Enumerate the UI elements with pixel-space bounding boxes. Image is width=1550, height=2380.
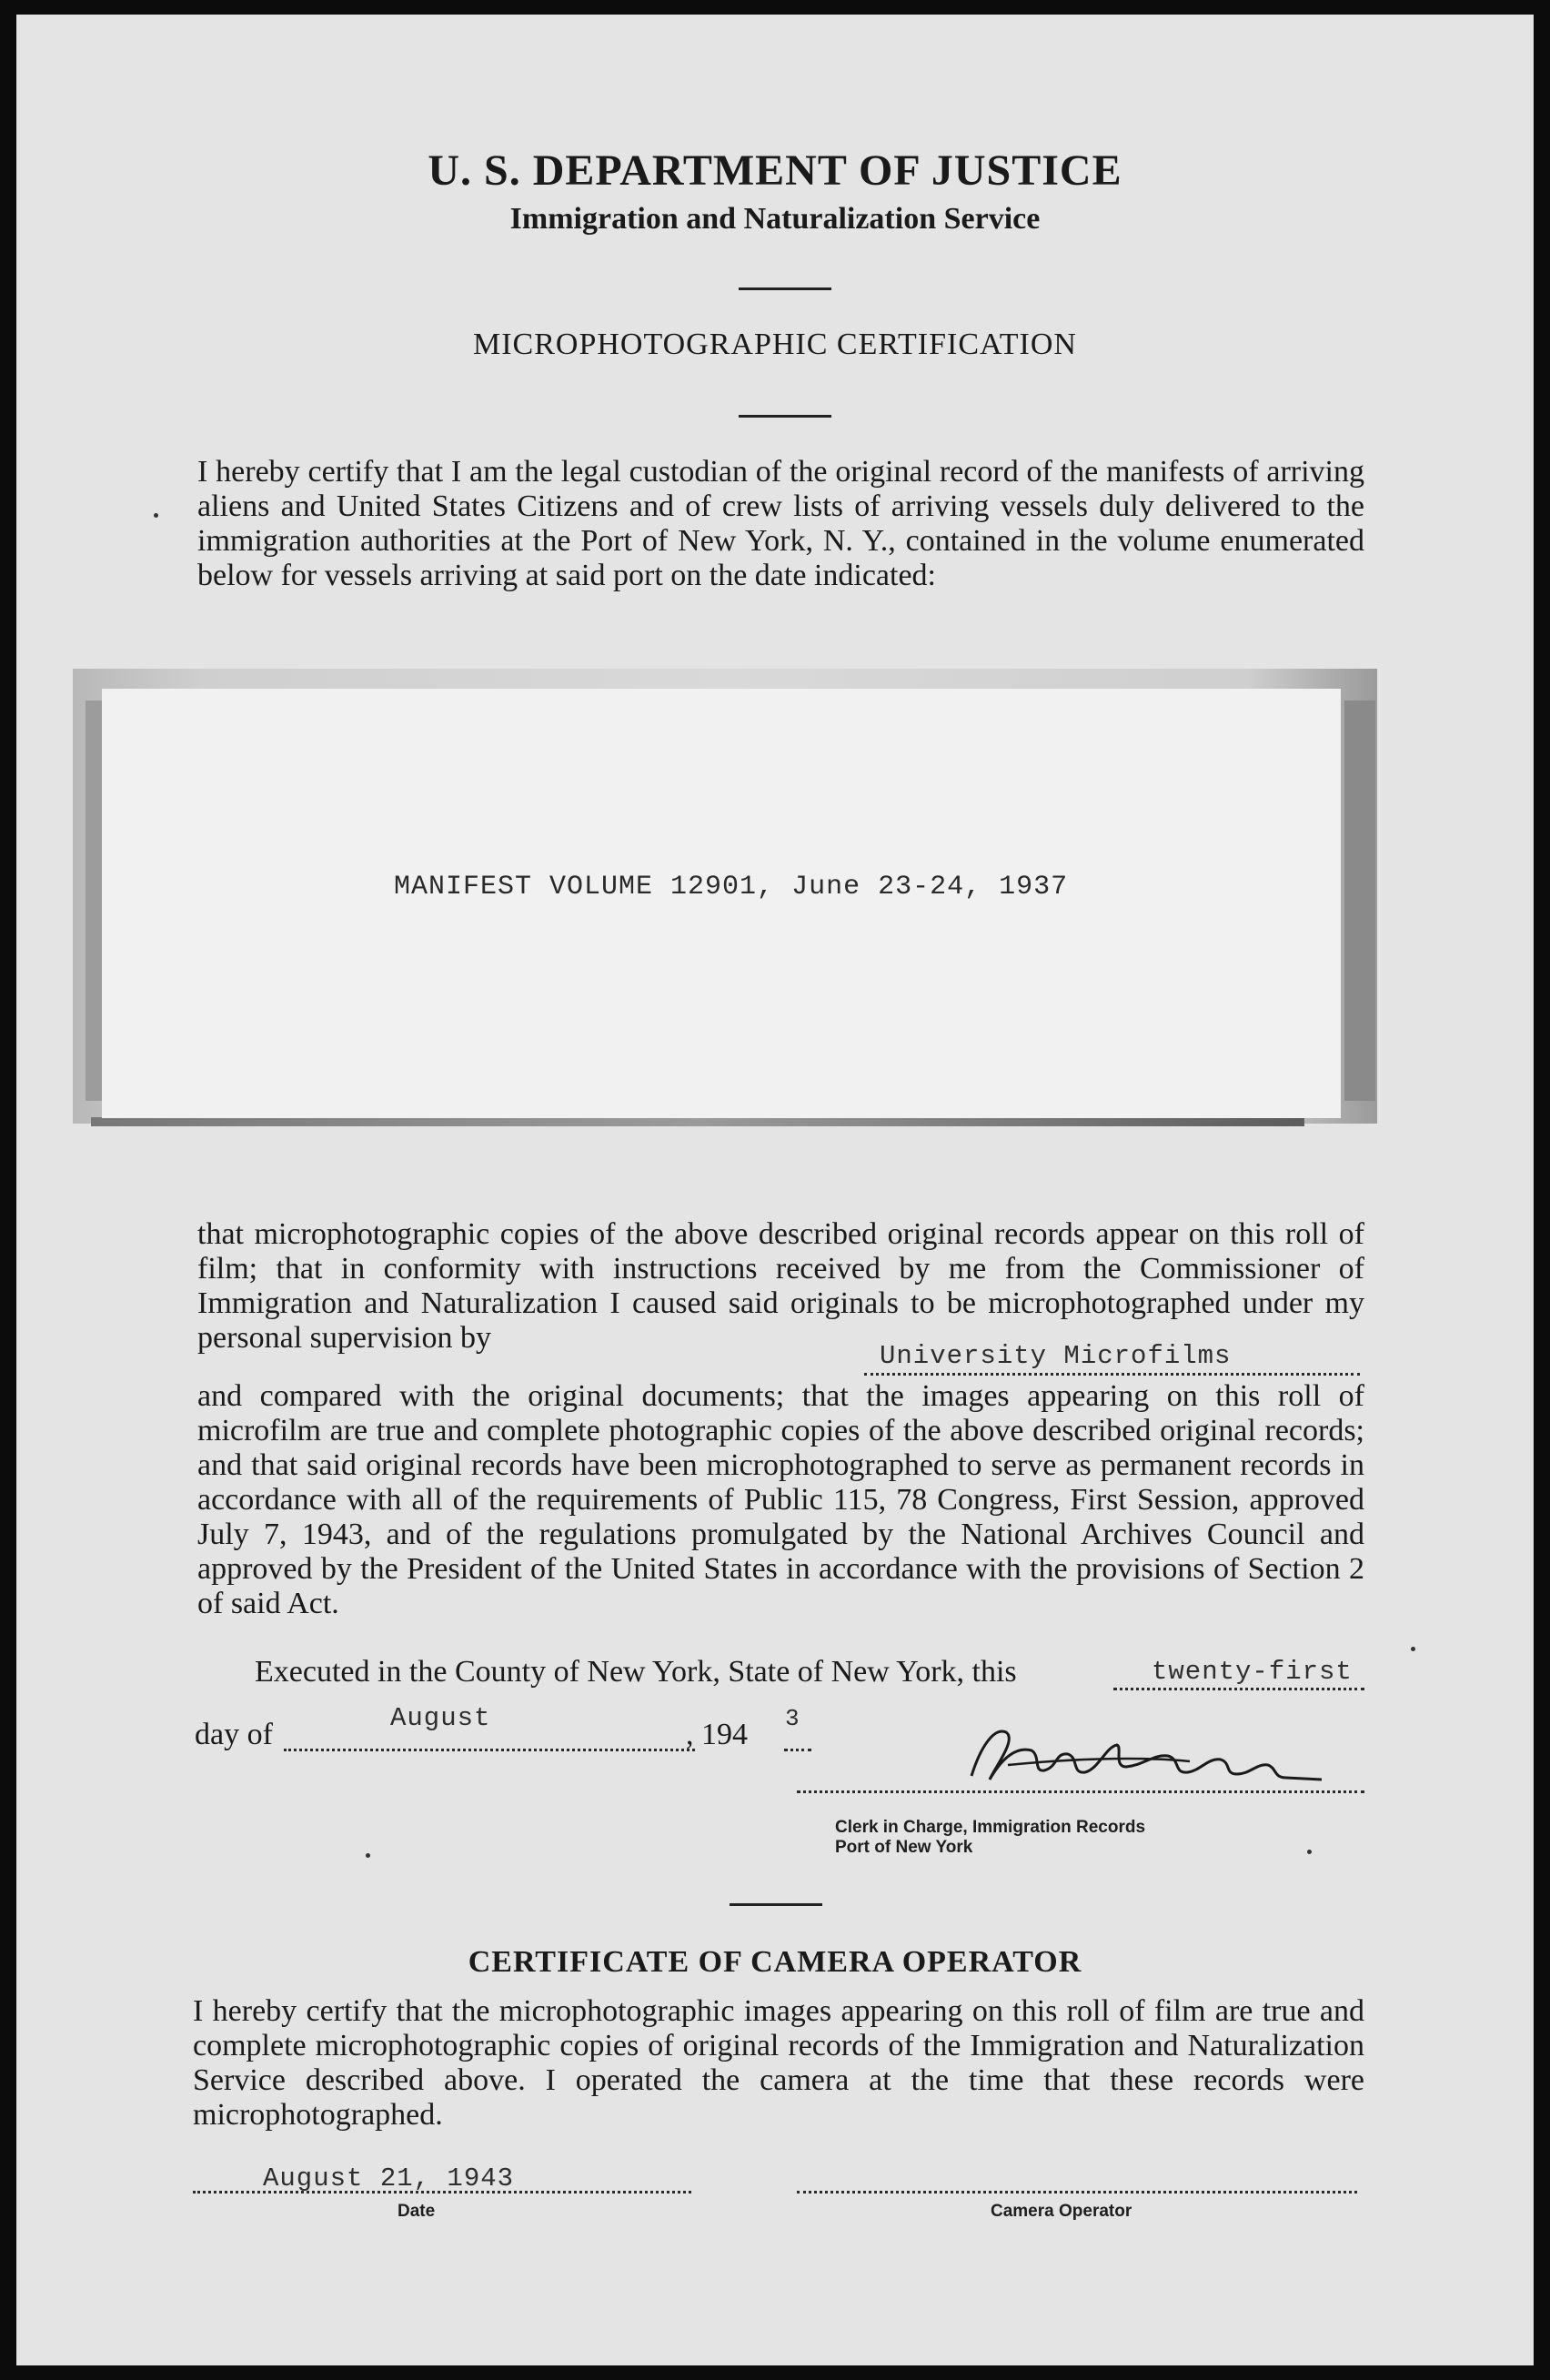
- operator-certificate-title: CERTIFICATE OF CAMERA OPERATOR: [468, 1945, 1082, 1979]
- dust-speck: [1307, 1850, 1312, 1854]
- date-label: Date: [398, 2202, 436, 2221]
- service-subheading: Immigration and Naturalization Service: [509, 202, 1041, 236]
- month-typed: August: [390, 1703, 491, 1733]
- month-line: [284, 1749, 695, 1751]
- record-label-text: MANIFEST VOLUME 12901, June 23-24, 1937: [394, 872, 1069, 903]
- operator-certificate-paragraph: I hereby certify that the microphotographic images appearing on this roll of film are true and complete microphotographic copies of original records of the Immigration and Naturalization Service described above. I operated the camera at the time that these records were microphotographed.: [193, 1994, 1364, 2132]
- operator-date-typed: August 21, 1943: [263, 2163, 515, 2193]
- clerk-title-line: Clerk in Charge, Immigration Records: [835, 1818, 1146, 1837]
- record-label-card: [102, 689, 1341, 1118]
- year-prefix: , 194: [686, 1718, 748, 1751]
- dust-speck: [154, 513, 158, 518]
- label-card-edge: [86, 701, 102, 1101]
- camera-operator-line: [797, 2191, 1357, 2193]
- supervisor-typed: University Microfilms: [880, 1341, 1232, 1371]
- year-digit-typed: 3: [785, 1705, 800, 1732]
- executed-text: Executed in the County of New York, State of New York, this: [255, 1655, 1017, 1689]
- conformity-paragraph: [197, 1217, 1364, 1356]
- label-card-edge: [1344, 701, 1375, 1101]
- divider: [730, 1903, 822, 1906]
- divider: [739, 287, 831, 290]
- label-card-edge: [91, 1117, 1304, 1126]
- divider: [739, 415, 831, 418]
- camera-operator-label: Camera Operator: [991, 2202, 1132, 2221]
- department-heading: U. S. DEPARTMENT OF JUSTICE: [428, 146, 1122, 195]
- dust-speck: [1411, 1647, 1415, 1651]
- clerk-signature-line: [797, 1790, 1364, 1793]
- clerk-office-line: Port of New York: [835, 1838, 973, 1857]
- executed-day-line: [1113, 1688, 1364, 1690]
- clerk-signature: [953, 1719, 1335, 1792]
- conformity-text-start: that microphotographic copies of the above described original records appear on this roll of film; that in conformity with instructions received by me from the Commissioner of Immigration and Naturalization I caused said originals to be microphotographed under my personal supervision by: [197, 1217, 1364, 1355]
- certification-paragraph: I hereby certify that I am the legal custodian of the original record of the manifests of arriving aliens and United States Citizens and of crew lists of arriving vessels duly delivered to the immigration authorities at the Port of New York, N. Y., contained in the volume enumerated below for vessels arriving at said port on the date indicated:: [197, 455, 1364, 592]
- conformity-paragraph-continued: and compared with the original documents; that the images appearing on this roll of microfilm are true and complete photographic copies of the above described original records; and that said original records have been microphotographed to serve as permanent records in accordance with all of the requirements of Public 115, 78 Congress, First Session, approved July 7, 1943, and of the regulations promulgated by the National Archives Council and approved by the President of the United States in accordance with the provisions of Section 2 of said Act.: [197, 1379, 1364, 1620]
- certification-title: MICROPHOTOGRAPHIC CERTIFICATION: [472, 328, 1077, 361]
- supervisor-line: [864, 1373, 1360, 1376]
- year-line: [784, 1749, 811, 1751]
- day-of-label: day of: [195, 1718, 273, 1751]
- dust-speck: [366, 1853, 370, 1858]
- operator-date-line: [193, 2191, 691, 2193]
- executed-day-typed: twenty-first: [1152, 1657, 1353, 1687]
- clerk-title: [835, 1818, 1145, 1858]
